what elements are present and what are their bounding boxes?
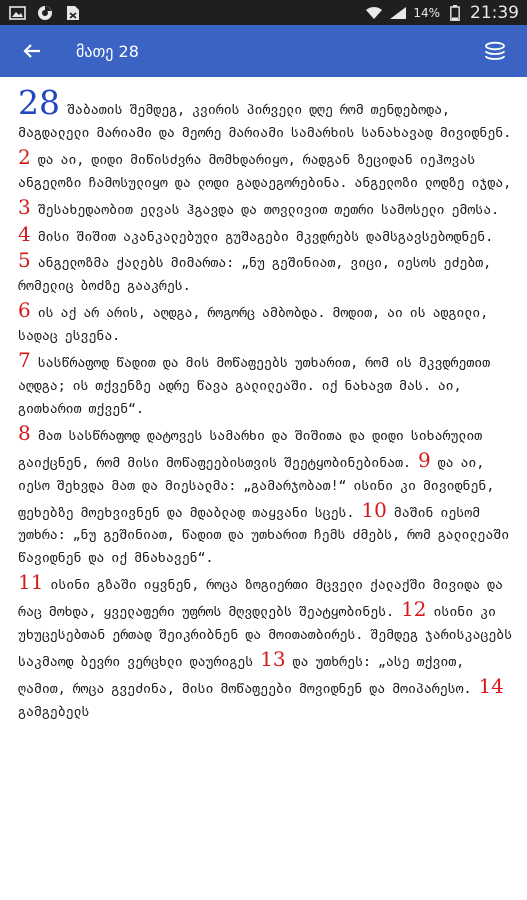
battery-percent: 14% bbox=[413, 5, 440, 20]
verse-number: 11 bbox=[18, 570, 44, 595]
verse-text: შაბათის შემდეგ, კვირის პირველი დღე რომ თენდებოდა, მაგდალელი მარიამი და მეორე მარიამი სამარხის სანახავად მივიდნენ. bbox=[18, 103, 512, 141]
verse-number: 8 bbox=[18, 420, 31, 445]
verse-number: 9 bbox=[417, 447, 431, 472]
status-bar bbox=[0, 0, 527, 25]
verse-text: მაშინ იესომ უთხრა: „ნუ გეშინიათ, წადით და უთხარით ჩემს ძმებს, რომ გალილეაში წავიდნენ და იქ მნახავენ“. bbox=[18, 505, 510, 567]
verse-number: 10 bbox=[361, 497, 387, 522]
layers-icon bbox=[484, 41, 506, 61]
app-bar bbox=[0, 25, 527, 77]
verse-text: ისინი გზაში იყვნენ, როცა ზოგიერთი მცველი ქალაქში მივიდა და რაც მოხდა, ყველაფერი უფროს მღვდლებს შეატყობინეს. bbox=[18, 578, 503, 621]
verse-text: ისინი კი უხუცესებთან ერთად შეიკრიბნენ და მოითათბირეს. შემდეგ ჯარისკაცებს საკმაოდ ბევრი ვერცხლი დაურიგეს bbox=[18, 605, 513, 670]
gallery-notification-icon bbox=[8, 5, 26, 21]
verse-text: ის აქ არ არის, აღდგა, როგორც ამბობდა. მოდით, აი ის ადგილი, სადაც ესვენა. bbox=[18, 306, 489, 345]
verse-number: 4 bbox=[18, 221, 31, 246]
verse-number: 3 bbox=[18, 194, 31, 219]
chapter-text bbox=[0, 82, 527, 725]
stack-menu-button[interactable] bbox=[477, 33, 513, 69]
verse-number: 14 bbox=[478, 673, 504, 698]
arrow-left-icon bbox=[23, 43, 41, 59]
document-notification-icon bbox=[64, 5, 82, 21]
verse-text: ანგელოზმა ქალებს მიმართა: „ნუ გეშინიათ, ვიცი, იესოს ეძებთ, რომელიც ბოძზე გააკრეს. bbox=[18, 256, 492, 295]
page-title: მათე 28 bbox=[76, 41, 139, 61]
verse-text: გამგებელს bbox=[18, 704, 90, 720]
verse-text: სასწრაფოდ წადით და მის მოწაფეებს უთხარით, რომ ის მკვდრეთით აღდგა; ის თქვენზე ადრე წავა გალილეაში. იქ ნახავთ მას. აი, გითხარით თქვენ“. bbox=[18, 356, 491, 417]
back-button[interactable] bbox=[14, 33, 50, 69]
signal-icon bbox=[389, 5, 407, 21]
verse-text: და უთხრეს: „ასე თქვით, ღამით, როცა გვეძინა, მისი მოწაფეები მოვიდნენ და მოიპარესო. bbox=[18, 654, 472, 697]
verse-text: შესახედაობით ელვას ჰგავდა და თოვლივით თეთრი სამოსელი ემოსა. bbox=[37, 202, 500, 218]
verse-number: 13 bbox=[260, 646, 286, 671]
clock: 21:39 bbox=[470, 2, 519, 23]
verse-number: 7 bbox=[18, 348, 31, 373]
verse-number: 12 bbox=[401, 597, 427, 622]
wifi-icon bbox=[365, 5, 383, 21]
verse-number: 6 bbox=[18, 298, 31, 323]
verse-text: და აი, დიდი მიწისძვრა მომხდარიყო, რადგან ზეციდან იეჰოვას ანგელოზი ჩამოსულიყო და ლოდი გადაეგორებინა. ანგელოზი ლოდზე იჯდა, bbox=[18, 152, 512, 191]
battery-icon bbox=[446, 5, 464, 21]
verse-number: 2 bbox=[18, 144, 31, 169]
browser-notification-icon bbox=[36, 5, 54, 21]
chapter-number: 28 bbox=[18, 83, 60, 122]
verse-text: და აი, იესო შეხვდა მათ და მიესალმა: „გამარჯობათ!“ ისინი კი მივიდნენ, ფეხებზე მოეხვივნენ და მდაბლად თაყვანი სცეს. bbox=[18, 455, 495, 521]
verse-text: მათ სასწრაფოდ დატოვეს სამარხი და შიშითა და დიდი სიხარულით გაიქცნენ, რომ მისი მოწაფეებისთვის შეეტყობინებინათ. bbox=[18, 428, 483, 471]
verse-text: მისი შიშით აკანკალებული გუშაგები მკვდრებს დამსგავსებოდნენ. bbox=[37, 229, 494, 245]
verse-number: 5 bbox=[18, 248, 31, 273]
